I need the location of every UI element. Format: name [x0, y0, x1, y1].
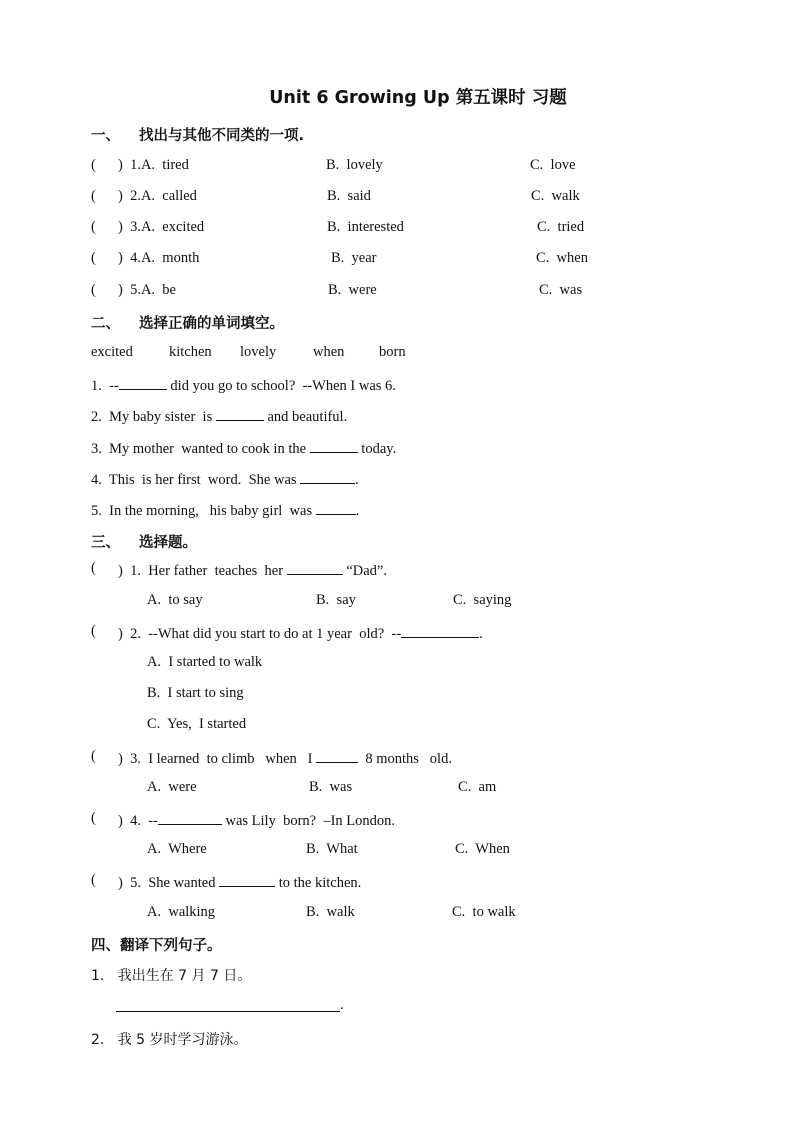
question-start: ) 5. She wanted [118, 875, 220, 891]
section-1-title: 找出与其他不同类的一项. [139, 128, 305, 144]
translation-item-2: 2. 我 5 岁时学习游泳。 [91, 1032, 248, 1048]
mc-question-4 [118, 810, 395, 830]
mc-question-2 [118, 623, 483, 643]
option-c: C. Yes, I started [147, 716, 247, 732]
word-bank-item: when [313, 344, 345, 360]
question-end: . [479, 626, 483, 642]
option-b: B. were [328, 282, 377, 298]
mc-question-1 [118, 560, 387, 580]
answer-paren: ( [91, 188, 122, 204]
word-bank-item: born [379, 344, 406, 360]
question-start: ) 2. --What did you start to do at 1 year old? -- [118, 626, 402, 642]
answer-paren: ( [91, 157, 122, 173]
section-2-title: 选择正确的单词填空。 [139, 316, 284, 332]
sentence-end: . [355, 472, 359, 488]
blank-line [300, 469, 355, 484]
question-start: ) 4. -- [118, 813, 158, 829]
section-1-number: 一、 [91, 128, 120, 144]
fill-blank-sentence-2 [91, 406, 347, 426]
word-bank-item: excited [91, 344, 133, 360]
option-b: B. year [331, 250, 377, 266]
blank-line [310, 438, 358, 453]
option-c: C. when [536, 250, 588, 266]
answer-paren: ( [91, 282, 122, 298]
option-b: B. say [316, 592, 356, 608]
option-b: B. walk [306, 904, 355, 920]
section-4-heading: 四、翻译下列句子。 [91, 938, 222, 954]
answer-paren: ( [91, 250, 122, 266]
option-b: B. said [327, 188, 371, 204]
translation-item-1: 1. 我出生在 7 月 7 日。 [91, 968, 252, 984]
question-end: to the kitchen. [275, 875, 362, 891]
sentence-start: 4. This is her first word. She was [91, 472, 301, 488]
option-a: A. I started to walk [147, 654, 263, 670]
option-b: B. was [309, 779, 353, 795]
question-start: ) 3. I learned to climb when I [118, 751, 317, 767]
answer-paren: ( [91, 810, 122, 826]
blank-line [316, 500, 356, 515]
answer-paren: ( [91, 872, 122, 888]
fill-blank-sentence-4 [91, 469, 359, 489]
blank-line [216, 406, 264, 421]
option-c: C. was [539, 282, 583, 298]
blank-line [287, 560, 343, 575]
page-title: Unit 6 Growing Up 第五课时 习题 [269, 88, 567, 108]
blank-line [316, 748, 358, 763]
answer-line-period: . [340, 997, 344, 1013]
sentence-end: today. [357, 441, 397, 457]
answer-paren: ( [91, 748, 122, 764]
fill-blank-sentence-1 [91, 375, 396, 395]
section-3-heading [91, 531, 197, 552]
question-text: ) 4.A. month [118, 250, 200, 266]
option-c: C. saying [453, 592, 512, 608]
question-text: ) 5.A. be [118, 282, 176, 298]
fill-blank-sentence-3 [91, 438, 396, 458]
mc-question-3 [118, 748, 452, 768]
option-c: C. love [530, 157, 576, 173]
answer-paren: ( [91, 560, 122, 576]
option-b: B. What [306, 841, 358, 857]
word-bank-item: kitchen [169, 344, 212, 360]
option-c: C. When [455, 841, 510, 857]
section-2-number: 二、 [91, 316, 120, 332]
option-b: B. I start to sing [147, 685, 244, 701]
sentence-end: . [355, 503, 360, 519]
section-2-heading [91, 312, 284, 333]
question-text: ) 3.A. excited [118, 219, 205, 235]
answer-paren: ( [91, 623, 122, 639]
blank-line [119, 375, 167, 390]
option-a: A. walking [147, 904, 216, 920]
option-a: A. Where [147, 841, 207, 857]
option-b: B. lovely [326, 157, 383, 173]
sentence-start: 1. -- [91, 378, 119, 394]
fill-blank-sentence-5 [91, 500, 359, 520]
option-c: C. walk [531, 188, 580, 204]
section-3-number: 三、 [91, 535, 120, 551]
answer-paren: ( [91, 219, 122, 235]
option-a: A. were [147, 779, 197, 795]
section-1-heading [91, 124, 304, 145]
question-text: ) 1.A. tired [118, 157, 189, 173]
sentence-end: did you go to school? --When I was 6. [166, 378, 396, 394]
question-end: “Dad”. [342, 563, 387, 579]
option-c: C. am [458, 779, 497, 795]
answer-line [116, 1011, 340, 1012]
sentence-start: 3. My mother wanted to cook in the [91, 441, 310, 457]
option-c: C. to walk [452, 904, 516, 920]
sentence-start: 2. My baby sister is [91, 409, 216, 425]
option-a: A. to say [147, 592, 203, 608]
option-c: C. tried [537, 219, 585, 235]
question-start: ) 1. Her father teaches her [118, 563, 287, 579]
option-b: B. interested [327, 219, 404, 235]
question-end: was Lily born? –In London. [221, 813, 396, 829]
question-end: 8 months old. [358, 751, 452, 767]
blank-line [219, 872, 275, 887]
mc-question-5 [118, 872, 361, 892]
question-text: ) 2.A. called [118, 188, 197, 204]
sentence-end: and beautiful. [263, 409, 348, 425]
blank-line [158, 810, 222, 825]
word-bank-item: lovely [240, 344, 277, 360]
section-3-title: 选择题。 [139, 535, 197, 551]
sentence-start: 5. In the morning, his baby girl was [91, 503, 316, 519]
blank-line [401, 623, 479, 638]
